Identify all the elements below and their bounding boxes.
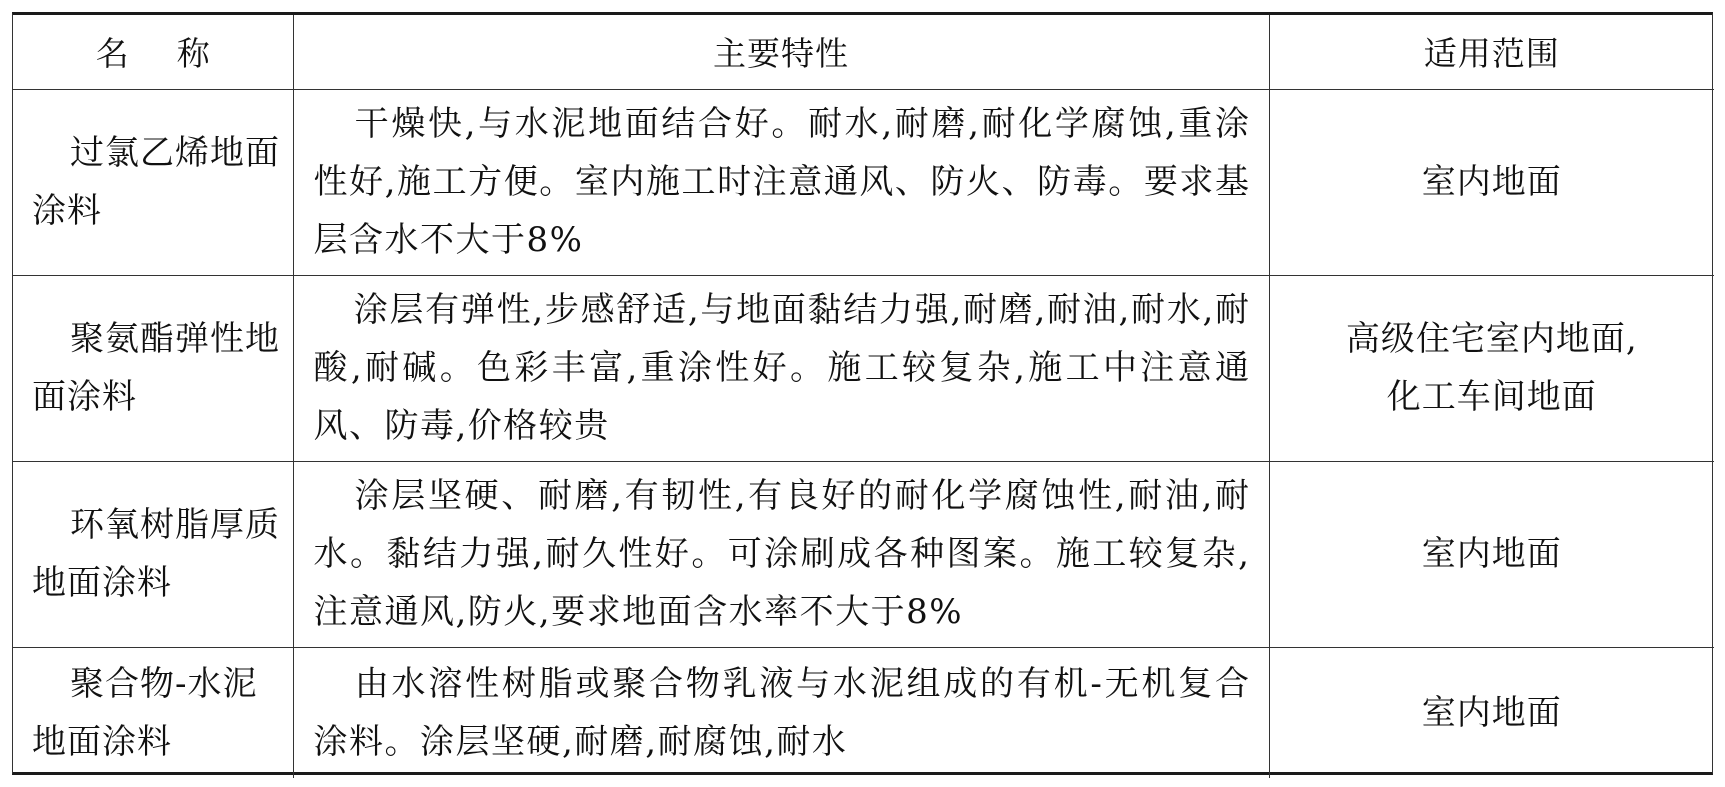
- coating-features: 干燥快,与水泥地面结合好。耐水,耐磨,耐化学腐蚀,重涂性好,施工方便。室内施工时注意通风、防火、防毒。要求基层含水不大于8%: [313, 104, 1251, 260]
- row-features-cell: [293, 275, 1269, 461]
- coating-scope: 室内地面: [1421, 162, 1562, 202]
- coating-features: 涂层有弹性,步感舒适,与地面黏结力强,耐磨,耐油,耐水,耐酸,耐碱。色彩丰富,重涂性好。施工较复杂,施工中注意通风、防毒,价格较贵: [313, 290, 1251, 446]
- coating-scope: 室内地面: [1421, 692, 1562, 733]
- header-features: 主要特性: [293, 15, 1269, 89]
- coating-scope: 室内地面: [1421, 534, 1562, 574]
- row-scope-cell: [1269, 461, 1714, 647]
- coating-name: 过氯乙烯地面涂料: [32, 133, 280, 231]
- coating-name: 聚氨酯弹性地面涂料: [32, 319, 280, 417]
- coating-scope: 高级住宅室内地面, 化工车间地面: [1345, 319, 1638, 417]
- row-features-cell: [293, 89, 1269, 275]
- coatings-table-frame: [12, 12, 1713, 775]
- header-name-label: 名 称: [95, 34, 210, 74]
- row-name-cell: [13, 461, 293, 647]
- table-row: [13, 461, 1714, 647]
- row-features-cell: [293, 461, 1269, 647]
- row-features-cell: [293, 647, 1269, 778]
- row-name-cell: [13, 275, 293, 461]
- row-scope-cell: [1269, 275, 1714, 461]
- coating-features: 涂层坚硬、耐磨,有韧性,有良好的耐化学腐蚀性,耐油,耐水。黏结力强,耐久性好。可涂刷成各种图案。施工较复杂,注意通风,防火,要求地面含水率不大于8%: [313, 476, 1251, 632]
- floor-coatings-table: [13, 15, 1714, 778]
- row-scope-cell: [1269, 89, 1714, 275]
- row-name-cell: [13, 89, 293, 275]
- coating-features: 由水溶性树脂或聚合物乳液与水泥组成的有机-无机复合涂料。涂层坚硬,耐磨,耐腐蚀,耐水: [313, 663, 1251, 762]
- table-row: [13, 275, 1714, 461]
- table-row: [13, 647, 1714, 778]
- table-row: [13, 89, 1714, 275]
- header-scope: 适用范围: [1269, 15, 1714, 89]
- header-name: [13, 15, 293, 89]
- coating-name: 环氧树脂厚质地面涂料: [32, 505, 280, 603]
- row-name-cell: [13, 647, 293, 778]
- header-row: [13, 15, 1714, 89]
- coating-name: 聚合物-水泥地面涂料: [32, 663, 258, 762]
- row-scope-cell: [1269, 647, 1714, 778]
